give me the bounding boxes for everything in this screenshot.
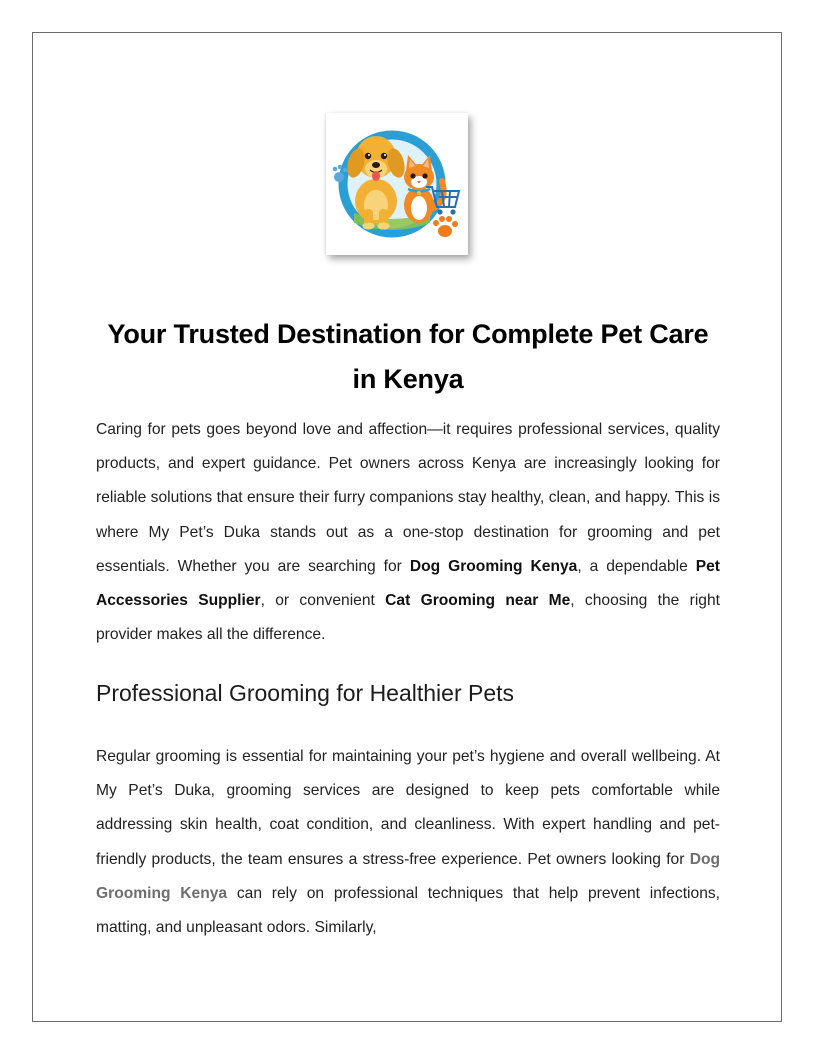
keyword-dog-grooming-kenya: Dog Grooming Kenya [409,557,578,575]
grooming-paragraph [96,740,720,945]
intro-text: Caring for pets goes beyond love and affection—it requires professional services, quality products, and expert guidance. Pet owners across Kenya are increasingly looking for reliable solutions that ensure their furry companions stay healthy, clean, and happy. This is where My Pet’s Duka stands out as a one-stop destination for grooming and pet essentials. Whether you are searching for [96,421,720,575]
keyword-pet-accessories-supplier: Pet Accessories Supplier [96,557,721,610]
pet-shop-logo [326,113,468,255]
dog-grooming-kenya-link[interactable]: Dog Grooming Kenya [96,850,720,902]
intro-text: , or convenient [260,592,386,610]
grooming-text: Regular grooming is essential for maintaining your pet’s hygiene and overall wellbeing. At My Pet’s Duka, grooming services are designed to keep pets comfortable while addressing skin health, coat condition, and cleanliness. With expert handling and pet-friendly products, the team ensures a stress-free experience. Pet owners looking for [96,748,720,868]
intro-text: , a dependable [577,557,696,575]
intro-text: , choosing the right provider makes all the difference. [96,592,720,644]
dog-cat-cart-logo-icon [326,113,468,255]
page-title: Your Trusted Destination for Complete Pet Care in Kenya [107,319,709,394]
grooming-text: can rely on professional techniques that help prevent infections, matting, and unpleasant odors. Similarly, [96,884,720,937]
keyword-cat-grooming-near-me: Cat Grooming near Me [385,592,571,610]
intro-paragraph [96,413,720,652]
section-heading: Professional Grooming for Healthier Pets [96,680,515,706]
